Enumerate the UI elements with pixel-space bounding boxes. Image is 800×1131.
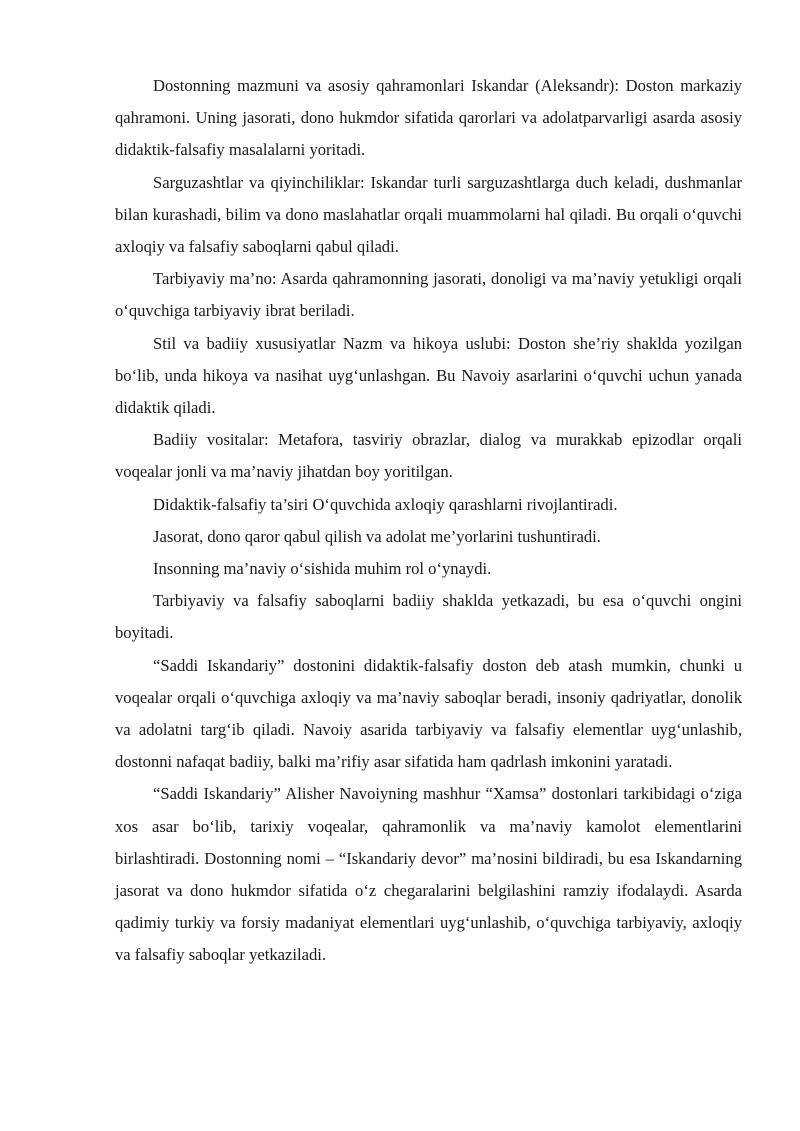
paragraph-courage: Jasorat, dono qaror qabul qilish va adolat me’yorlarini tushuntiradi. [153,526,601,546]
paragraph-spiritual-growth: Insonning ma’naviy o‘sishida muhim rol o‘ynaydi. [153,559,492,579]
paragraph-didactic-influence: Didaktik-falsafiy ta’siri O‘quvchida axloqiy qarashlarni rivojlantiradi. [153,494,618,514]
document-page [115,70,742,972]
paragraph-style-features: Stil va badiiy xususiyatlar Nazm va hikoya uslubi: Doston she’riy shaklda yozilgan bo‘lib, unda hikoya va nasihat uyg‘unlashgan. Bu Navoiy asarlarini o‘quvchi uchun yanada didaktik qiladi. [115,333,742,418]
paragraph-lessons: Tarbiyaviy va falsafiy saboqlarni badiiy shaklda yetkazadi, bu esa o‘quvchi ongini boyitadi. [115,591,742,643]
paragraph-adventures: Sarguzashtlar va qiyinchiliklar: Iskandar turli sarguzashtlarga duch keladi, dushmanlar bilan kurashadi, bilim va dono maslahatlar orqali muammolarni hal qiladi. Bu orqali o‘quvchi axloqiy va falsafiy saboqlarni qabul qiladi. [115,172,742,257]
paragraph-conclusion: “Saddi Iskandariy” dostonini didaktik-falsafiy doston deb atash mumkin, chunki u voqealar orqali o‘quvchiga axloqiy va ma’naviy saboqlar beradi, insoniy qadriyatlar, donolik va adolatni targ‘ib qiladi. Navoiy asarida tarbiyaviy va falsafiy elementlar uyg‘unlashib, dostonni nafaqat badiiy, balki ma’rifiy asar sifatida ham qadrlash imkonini yaratadi. [115,655,742,772]
paragraph-main-characters: Dostonning mazmuni va asosiy qahramonlari Iskandar (Aleksandr): Doston markaziy qahramoni. Uning jasorati, dono hukmdor sifatida qarorlari va adolatparvarligi asarda asosiy didaktik-falsafiy masalalarni yoritadi. [115,76,742,160]
paragraph-artistic-means: Badiiy vositalar: Metafora, tasviriy obrazlar, dialog va murakkab epizodlar orqali voqealar jonli va ma’naviy jihatdan boy yoritilgan. [115,430,742,482]
paragraph-overview: “Saddi Iskandariy” Alisher Navoiyning mashhur “Xamsa” dostonlari tarkibidagi o‘ziga xos asar bo‘lib, tarixiy voqealar, qahramonlik va ma’naviy kamolot elementlarini birlashtiradi. Dostonning nomi – “Iskandariy devor” ma’nosini bildiradi, bu esa Iskandarning jasorat va dono hukmdor sifatida o‘z chegaralarini belgilashini ramziy ifodalaydi. Asarda qadimiy turkiy va forsiy madaniyat elementlari uyg‘unlashib, o‘quvchiga tarbiyaviy, axloqiy va falsafiy saboqlar yetkaziladi. [115,784,742,965]
paragraph-educational-meaning: Tarbiyaviy ma’no: Asarda qahramonning jasorati, donoligi va ma’naviy yetukligi orqali o‘quvchiga tarbiyaviy ibrat beriladi. [115,269,742,321]
